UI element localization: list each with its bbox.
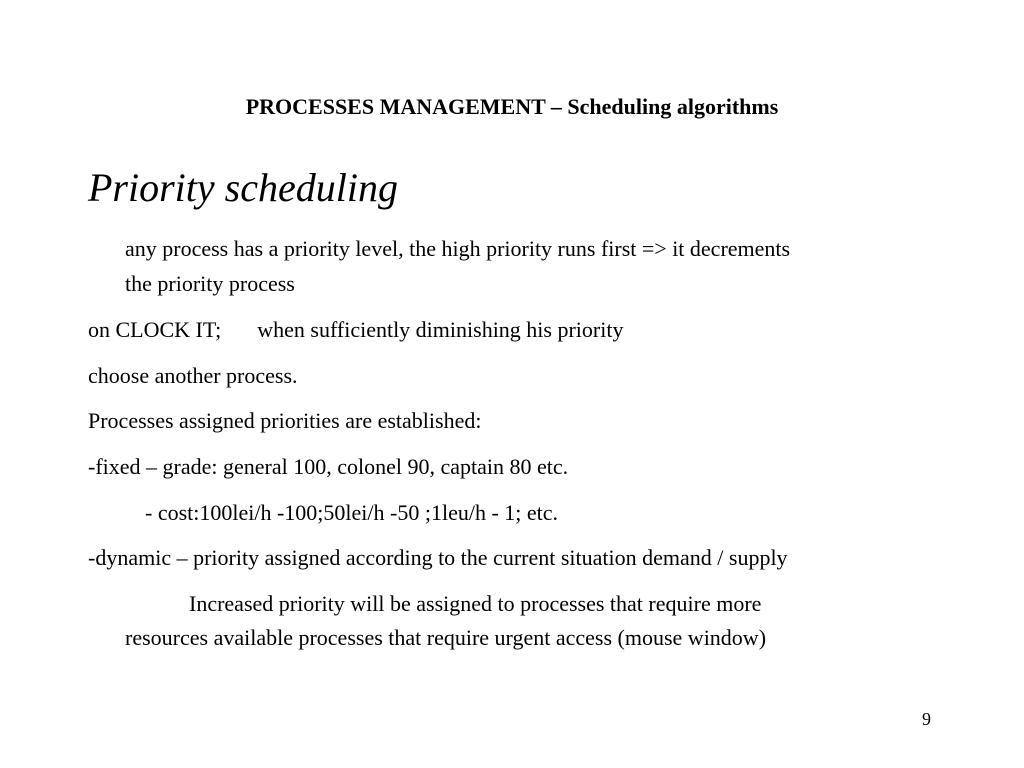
slide-title: PROCESSES MANAGEMENT – Scheduling algorithms [245, 94, 779, 119]
priority-description-line-2: the priority process [125, 271, 295, 296]
dynamic-line: -dynamic – priority assigned according to the current situation demand / supply [88, 545, 788, 570]
slide-subtitle: Priority scheduling [88, 165, 398, 210]
cost-line: - cost:100lei/h -100;50lei/h -50 ;1leu/h - 1; etc. [145, 500, 559, 525]
clock-line [88, 313, 623, 347]
assigned-line: Processes assigned priorities are established: [88, 408, 482, 433]
increased-priority-line-2: resources available processes that require urgent access (mouse window) [125, 625, 767, 650]
clock-line-left: on CLOCK IT; [88, 317, 222, 342]
increased-priority-line-1: Increased priority will be assigned to processes that require more [189, 591, 762, 616]
fixed-line: -fixed – grade: general 100, colonel 90, captain 80 etc. [88, 454, 569, 479]
priority-description-line-1: any process has a priority level, the high priority runs first => it decrements [125, 236, 791, 261]
clock-line-right: when sufficiently diminishing his priority [257, 317, 624, 342]
page-number: 9 [922, 709, 931, 729]
choose-line: choose another process. [88, 363, 298, 388]
